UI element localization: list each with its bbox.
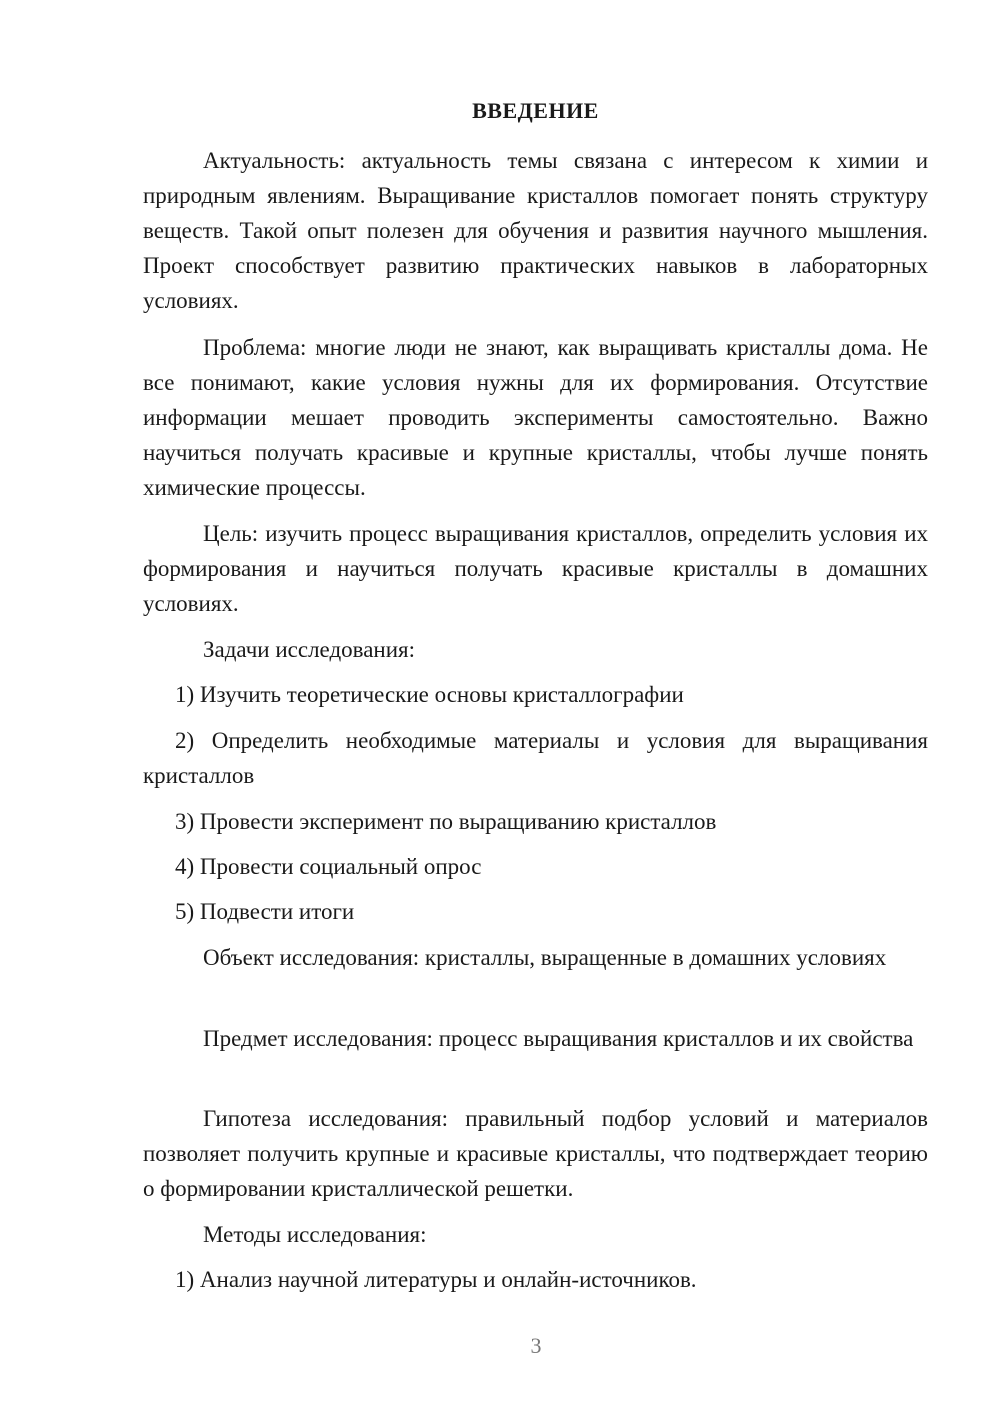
task-item-1: 1) Изучить теоретические основы кристаллографии xyxy=(175,682,684,707)
page-number: 3 xyxy=(530,1333,542,1358)
page-title: ВВЕДЕНИЕ xyxy=(472,98,599,123)
task-item-5: 5) Подвести итоги xyxy=(175,899,355,924)
task-item-4: 4) Провести социальный опрос xyxy=(175,854,482,879)
subject-paragraph: Предмет исследования: процесс выращивания кристаллов и их свойства xyxy=(203,1026,914,1051)
methods-heading: Методы исследования: xyxy=(203,1222,427,1247)
task-item-2: 2) Определить необходимые материалы и условия для выращивания кристаллов xyxy=(143,728,928,788)
task-item-3: 3) Провести эксперимент по выращиванию кристаллов xyxy=(175,809,717,834)
goal-paragraph: Цель: изучить процесс выращивания кристаллов, определить условия их формирования и научиться получать красивые кристаллы в домашних условиях. xyxy=(143,521,928,616)
hypothesis-paragraph: Гипотеза исследования: правильный подбор условий и материалов позволяет получить крупные и красивые кристаллы, что подтверждает теорию о формировании кристаллической решетки. xyxy=(143,1106,928,1201)
object-paragraph: Объект исследования: кристаллы, выращенные в домашних условиях xyxy=(203,945,887,970)
problem-paragraph: Проблема: многие люди не знают, как выращивать кристаллы дома. Не все понимают, какие условия нужны для их формирования. Отсутствие информации мешает проводить эксперименты самостоятельно. Важно научиться получать красивые и крупные кристаллы, чтобы лучше понять химические процессы. xyxy=(143,335,928,500)
tasks-heading: Задачи исследования: xyxy=(203,637,416,662)
method-item-1: 1) Анализ научной литературы и онлайн-источников. xyxy=(175,1267,697,1292)
relevance-paragraph: Актуальность: актуальность темы связана с интересом к химии и природным явлениям. Выращивание кристаллов помогает понять структуру веществ. Такой опыт полезен для обучения и развития научного мышления. Проект способствует развитию практических навыков в лабораторных условиях. xyxy=(143,148,928,313)
